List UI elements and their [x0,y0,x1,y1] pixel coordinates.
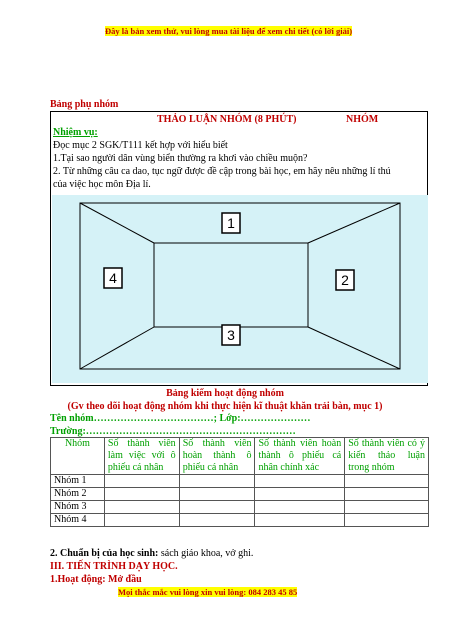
row-label: Nhóm 4 [51,514,105,527]
table-row [51,514,429,527]
task-line-3: 2. Từ những câu ca dao, tục ngữ được đề cập trong bài học, em hãy nêu những lí thú [53,166,391,177]
col-header: Số thành viên hoàn thành ô phiếu cá nhân chính xác [255,438,345,475]
col-header: Số thành viên hoàn thành ô phiếu cá nhân [179,438,255,475]
diagonal-tl [80,203,154,243]
row-label: Nhóm 2 [51,488,105,501]
eval-subtitle: (Gv theo dõi hoạt động nhóm khi thực hiện kĩ thuật khăn trải bàn, mục 1) [67,401,383,412]
row-label: Nhóm 3 [51,501,105,514]
diagonal-bl [80,327,154,369]
label-2: 2 [341,272,349,288]
table-row [51,501,429,514]
task-line-2: 1.Tại sao người dân vùng biển thường ra khơi vào chiều muộn? [53,153,308,164]
school-line: Trường:……………………………………………………… [50,426,296,437]
preview-notice: Đây là bản xem thử, vui lòng mua tài liệu để xem chi tiết (có lời giải) [105,26,353,36]
label-3: 3 [227,327,235,343]
label-1: 1 [227,215,235,231]
group-name-line: Tên nhóm………………………………; Lớp:………………… [50,413,311,424]
diagonal-br [308,327,400,369]
task-line-1: Đọc mục 2 SGK/T111 kết hợp với hiểu biết [53,140,228,151]
student-prep-label: 2. Chuẩn bị của học sinh: [50,548,159,559]
contact-notice: Mọi thắc mắc vui lòng xin vui lòng: 084 283 45 85 [118,587,298,597]
col-header: Số thành viên có ý kiến thảo luận trong nhóm [345,438,429,475]
task-line-4: của việc học môn Địa lí. [53,179,151,190]
task-label: Nhiệm vụ: [53,127,98,138]
label-4: 4 [109,270,117,286]
row-label: Nhóm 1 [51,475,105,488]
student-prep [50,547,253,560]
section-title: Bảng phụ nhóm [50,99,119,110]
group-label: NHÓM [346,114,379,125]
tablecloth-diagram [52,195,428,383]
table-row [51,488,429,501]
inner-rect [154,243,308,327]
diagonal-tr [308,203,400,243]
col-header: Nhóm [51,438,105,475]
eval-title: Bảng kiểm hoạt động nhóm [166,388,284,399]
evaluation-table [50,437,429,527]
task-title: THẢO LUẬN NHÓM (8 PHÚT) [157,114,297,125]
table-row [51,475,429,488]
diagram-svg [52,195,428,383]
table-header-row [51,438,429,475]
activity-1-heading: 1.Hoạt động: Mở đầu [50,574,142,585]
student-prep-text: sách giáo khoa, vở ghi. [158,548,254,559]
col-header: Số thành viên làm việc với ô phiếu cá nhân [104,438,179,475]
section-3-heading: III. TIẾN TRÌNH DẠY HỌC. [50,561,178,572]
